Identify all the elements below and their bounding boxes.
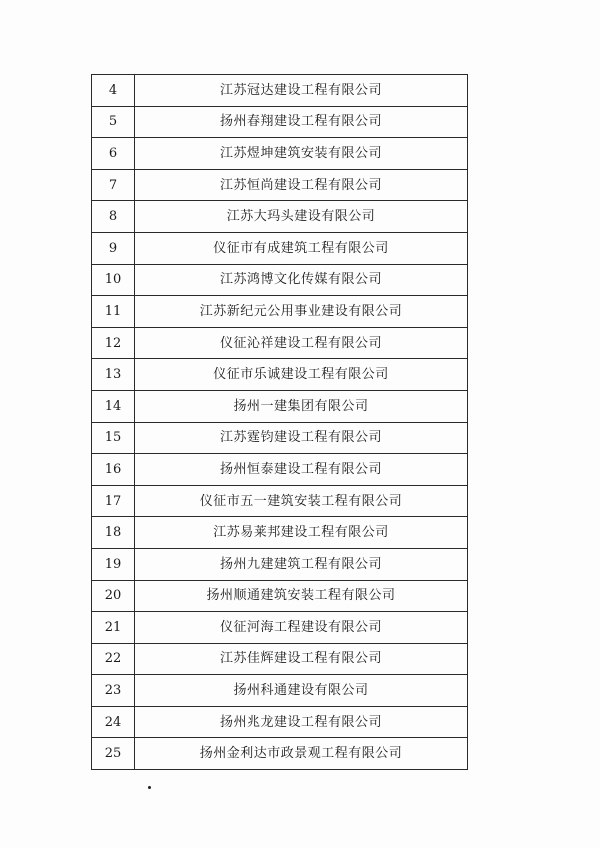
row-number: 15 [92,422,135,454]
company-list-body [92,75,468,770]
table-row [92,580,468,612]
row-number: 23 [92,675,135,707]
table-row [92,675,468,707]
table-row [92,643,468,675]
company-name: 江苏佳辉建设工程有限公司 [135,643,468,675]
row-number: 18 [92,517,135,549]
row-number: 25 [92,738,135,770]
company-name: 扬州兆龙建设工程有限公司 [135,706,468,738]
row-number: 21 [92,612,135,644]
table-row [92,706,468,738]
company-list-table [91,74,468,770]
row-number: 6 [92,138,135,170]
row-number: 13 [92,359,135,391]
company-name: 扬州恒泰建设工程有限公司 [135,454,468,486]
table-row [92,169,468,201]
row-number: 5 [92,106,135,138]
company-name: 仪征市五一建筑安装工程有限公司 [135,485,468,517]
company-name: 扬州顺通建筑安装工程有限公司 [135,580,468,612]
table-row [92,390,468,422]
row-number: 22 [92,643,135,675]
row-number: 4 [92,75,135,107]
row-number: 16 [92,454,135,486]
row-number: 11 [92,296,135,328]
table-row [92,548,468,580]
table-row [92,327,468,359]
company-name: 江苏鸿博文化传媒有限公司 [135,264,468,296]
table-row [92,517,468,549]
row-number: 17 [92,485,135,517]
table-row [92,264,468,296]
row-number: 9 [92,232,135,264]
table-row [92,454,468,486]
table-row [92,738,468,770]
row-number: 14 [92,390,135,422]
company-name: 扬州金利达市政景观工程有限公司 [135,738,468,770]
company-name: 江苏冠达建设工程有限公司 [135,75,468,107]
row-number: 7 [92,169,135,201]
company-name: 仪征河海工程建设有限公司 [135,612,468,644]
row-number: 12 [92,327,135,359]
company-name: 仪征沁祥建设工程有限公司 [135,327,468,359]
row-number: 20 [92,580,135,612]
company-name: 江苏易莱邦建设工程有限公司 [135,517,468,549]
row-number: 19 [92,548,135,580]
table-row [92,296,468,328]
table-row [92,106,468,138]
table-row [92,232,468,264]
company-name: 江苏霆钧建设工程有限公司 [135,422,468,454]
table-row [92,75,468,107]
row-number: 8 [92,201,135,233]
company-name: 扬州九建建筑工程有限公司 [135,548,468,580]
table-row [92,422,468,454]
company-name: 江苏恒尚建设工程有限公司 [135,169,468,201]
company-name: 仪征市有成建筑工程有限公司 [135,232,468,264]
company-name: 扬州一建集团有限公司 [135,390,468,422]
table-row [92,485,468,517]
company-name: 江苏大玛头建设有限公司 [135,201,468,233]
company-name: 扬州科通建设有限公司 [135,675,468,707]
table-row [92,612,468,644]
company-name: 江苏煜坤建筑安装有限公司 [135,138,468,170]
company-name: 江苏新纪元公用事业建设有限公司 [135,296,468,328]
stray-dot-mark [148,786,151,789]
table-row [92,359,468,391]
table-row [92,138,468,170]
company-name: 仪征市乐诚建设工程有限公司 [135,359,468,391]
company-name: 扬州春翔建设工程有限公司 [135,106,468,138]
table-row [92,201,468,233]
row-number: 24 [92,706,135,738]
row-number: 10 [92,264,135,296]
